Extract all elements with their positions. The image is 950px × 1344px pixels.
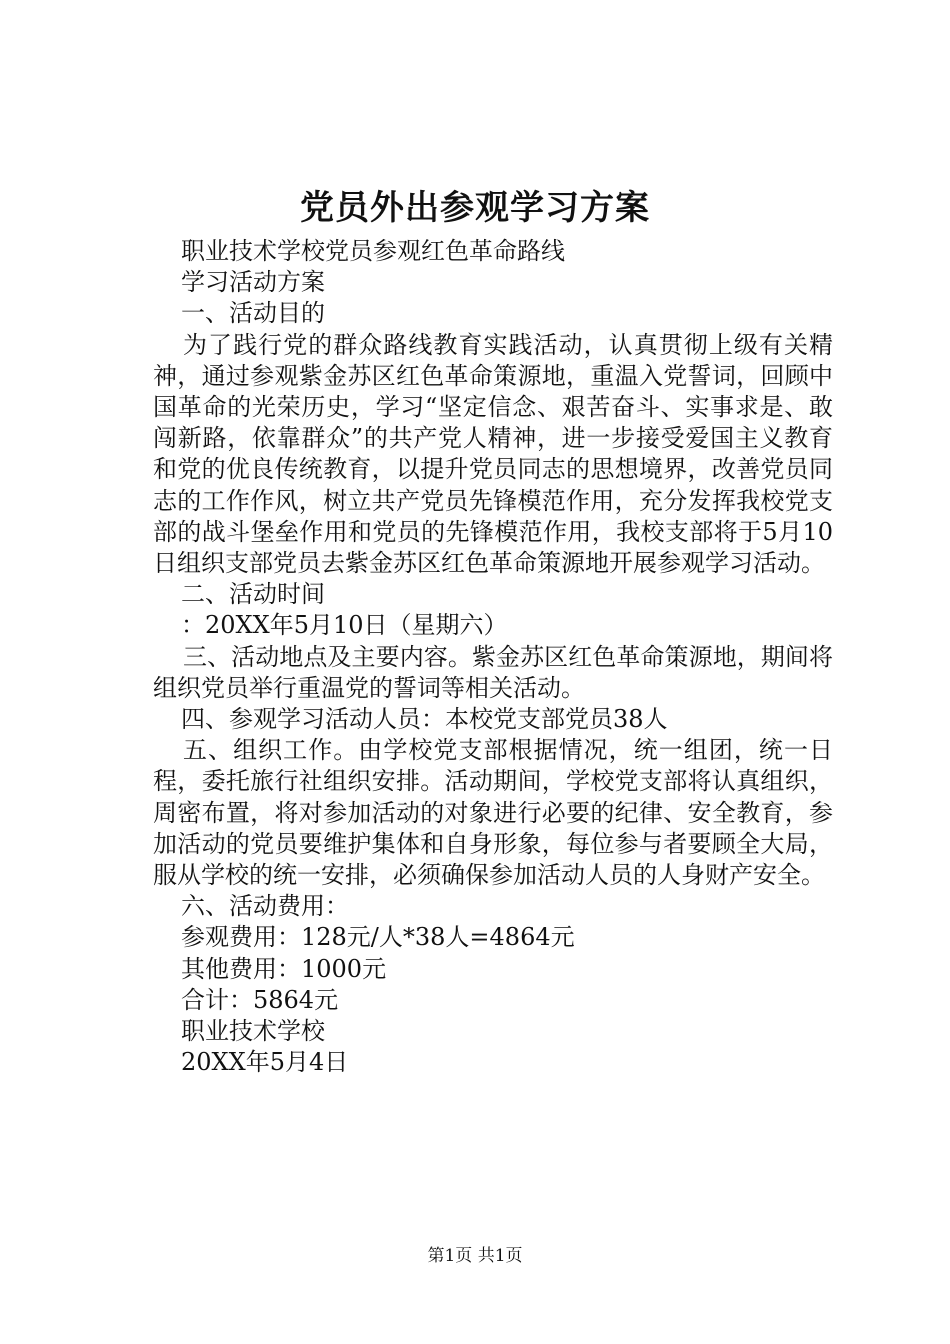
paragraph-organization: 五、组织工作。由学校党支部根据情况，统一组团，统一日程，委托旅行社组织安排。活动期间，学校党支部将认真组织，周密布置，将对参加活动的对象进行必要的纪律、安全教育，参加活动的党员要维护集体和自身形象，每位参与者要顾全大局，服从学校的统一安排，必须确保参加活动人员的人身财产安全。 bbox=[153, 736, 833, 890]
section-heading-time: 二、活动时间 bbox=[181, 580, 325, 609]
paragraph-time: ：20XX年5月10日（星期六） bbox=[181, 611, 508, 640]
paragraph-location: 三、活动地点及主要内容。紫金苏区红色革命策源地，期间将组织党员举行重温党的誓词等相关活动。 bbox=[153, 642, 833, 702]
paragraph-purpose: 为了践行党的群众路线教育实践活动，认真贯彻上级有关精神，通过参观紫金苏区红色革命策源地，重温入党誓词，回顾中国革命的光荣历史，学习“坚定信念、艰苦奋斗、实事求是、敢闯新路，依靠群众”的共产党人精神，进一步接受爱国主义教育和党的优良传统教育，以提升党员同志的思想境界，改善党员同志的工作作风，树立共产党员先锋模范作用，充分发挥我校党支部的战斗堡垒作用和党员的先锋模范作用，我校支部将于5月10日组织支部党员去紫金苏区红色革命策源地开展参观学习活动。 bbox=[153, 330, 833, 578]
paragraph-participants: 四、参观学习活动人员：本校党支部党员38人 bbox=[181, 705, 668, 734]
section-heading-purpose: 一、活动目的 bbox=[181, 299, 325, 328]
cost-line-other: 其他费用：1000元 bbox=[181, 954, 387, 983]
page-footer: 第1页 共1页 bbox=[427, 1246, 523, 1266]
signature-date: 20XX年5月4日 bbox=[181, 1048, 349, 1077]
subtitle-line-1: 职业技术学校党员参观红色革命路线 bbox=[181, 237, 565, 265]
section-heading-costs: 六、活动费用： bbox=[181, 892, 349, 921]
document-body bbox=[153, 236, 833, 1078]
document-title: 党员外出参观学习方案 bbox=[300, 188, 650, 228]
subtitle-line-2: 学习活动方案 bbox=[181, 268, 325, 297]
cost-line-total: 合计：5864元 bbox=[181, 985, 339, 1014]
signature-organization: 职业技术学校 bbox=[181, 1017, 325, 1046]
cost-line-visit: 参观费用：128元/人*38人=4864元 bbox=[181, 923, 575, 952]
